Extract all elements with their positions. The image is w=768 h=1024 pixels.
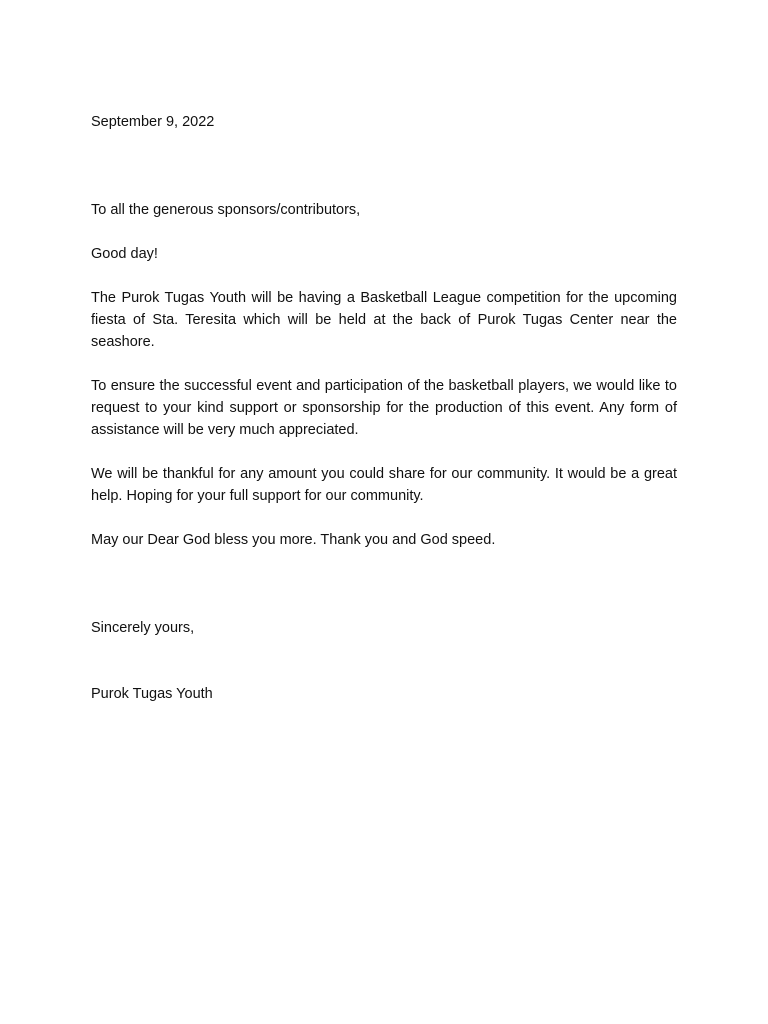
letter-greeting: Good day! [91, 246, 158, 262]
letter-paragraph-thanks: We will be thankful for any amount you could share for our community. It would be a great help. Hoping for your full support for our community. [91, 466, 677, 504]
letter-date: September 9, 2022 [91, 114, 215, 130]
letter-salutation: To all the generous sponsors/contributors, [91, 202, 361, 218]
letter-closing: Sincerely yours, [91, 620, 195, 636]
letter-paragraph-request: To ensure the successful event and participation of the basketball players, we would like to request to your kind support or sponsorship for the production of this event. Any form of assistance will be very much appreciated. [91, 378, 677, 438]
letter-signature: Purok Tugas Youth [91, 686, 213, 702]
letter-paragraph-blessing: May our Dear God bless you more. Thank you and God speed. [91, 532, 496, 548]
letter-paragraph-event: The Purok Tugas Youth will be having a Basketball League competition for the upcoming fiesta of Sta. Teresita which will be held at the back of Purok Tugas Center near the seashore. [91, 290, 677, 350]
